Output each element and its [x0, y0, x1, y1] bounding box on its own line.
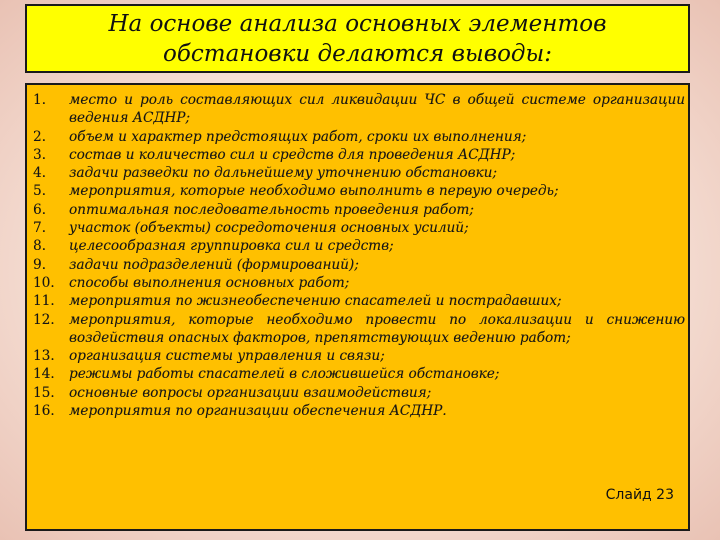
title-box: [25, 4, 690, 73]
list-item: [33, 365, 685, 383]
list-item: [33, 219, 685, 237]
list-item: [33, 146, 685, 164]
list-item: [33, 128, 685, 146]
list-item-number: 13.: [33, 348, 55, 365]
list-item-text: участок (объекты) сосредоточения основных усилий;: [69, 220, 469, 237]
list-item: [33, 237, 685, 255]
list-item-text: место и роль составляющих сил ликвидации ЧС в общей системе организации ведения АСДНР;: [69, 92, 685, 127]
list-item-text: объем и характер предстоящих работ, сроки их выполнения;: [69, 128, 527, 145]
list-item: [33, 164, 685, 182]
list-item: [33, 256, 685, 274]
list-item-text: состав и количество сил и средств для проведения АСДНР;: [69, 146, 516, 163]
list-item-number: 14.: [33, 366, 55, 383]
list-item-number: 8.: [33, 238, 46, 255]
list-item-number: 3.: [33, 146, 46, 163]
list-item-text: основные вопросы организации взаимодействия;: [69, 384, 432, 401]
list-item: [33, 274, 685, 292]
list-item-number: 4.: [33, 165, 46, 182]
list-item-number: 11.: [33, 293, 55, 310]
list-item-number: 1.: [33, 92, 46, 108]
list-item-text: задачи разведки по дальнейшему уточнению обстановки;: [69, 165, 497, 182]
list-item-number: 7.: [33, 220, 46, 237]
list-item-text: оптимальная последовательность проведения работ;: [69, 201, 474, 218]
list-item: [33, 292, 685, 310]
list-item-text: задачи подразделений (формирований);: [69, 256, 359, 273]
list-item-number: 5.: [33, 183, 46, 200]
list-item: [33, 347, 685, 365]
list-item-number: 2.: [33, 128, 46, 145]
list-item-number: 10.: [33, 274, 55, 291]
list-item: [33, 311, 685, 348]
slide-title: На основе анализа основных элементов обстановки делаются выводы:: [108, 10, 607, 67]
list-item-text: целесообразная группировка сил и средств;: [69, 238, 394, 255]
list-item: [33, 402, 685, 420]
list-item-text: способы выполнения основных работ;: [69, 274, 350, 291]
list-item-text: мероприятия по жизнеобеспечению спасателей и пострадавших;: [69, 293, 562, 310]
slide-number: Слайд 23: [605, 487, 674, 503]
list-item-number: 9.: [33, 256, 46, 273]
list-item: [33, 201, 685, 219]
list-item-text: режимы работы спасателей в сложившейся обстановке;: [69, 366, 500, 383]
list-item-text: мероприятия по организации обеспечения АСДНР.: [69, 403, 447, 420]
findings-list: [33, 91, 685, 420]
list-item-text: мероприятия, которые необходимо выполнить в первую очередь;: [69, 183, 559, 200]
list-item-number: 16.: [33, 403, 55, 420]
list-item-number: 6.: [33, 201, 46, 218]
list-item: [33, 182, 685, 200]
list-item: [33, 91, 685, 128]
list-item: [33, 384, 685, 402]
list-item-text: организация системы управления и связи;: [69, 348, 385, 365]
list-item-text: мероприятия, которые необходимо провести по локализации и снижению воздействия опасных факторов, препятствующих ведению работ;: [69, 311, 685, 346]
list-item-number: 12.: [33, 311, 55, 328]
content-box: [25, 83, 690, 531]
list-item-number: 15.: [33, 384, 55, 401]
